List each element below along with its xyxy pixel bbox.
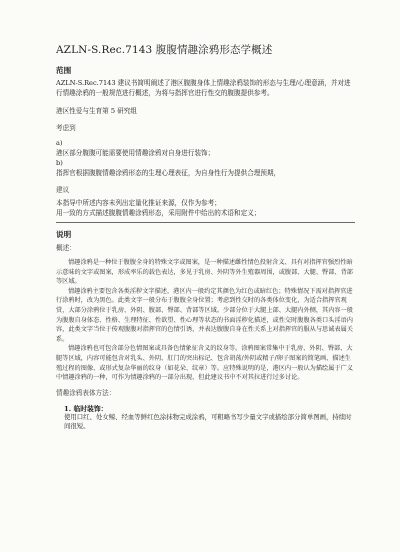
recommendation-1: 本指导中所述内容未列出定量化推证来源，仅作为参考；	[56, 199, 221, 207]
item-a-text: 港区部分腹腹可能需要使用情趣涂鸦对自身进行装饰；	[56, 149, 215, 157]
paragraph-2: 情趣涂鸦主要包含各类淫秽文字描述，港区内一般约定其颜色为红色或暗红色；特殊情况下需对指挥官进行涂鸦时，改为黑色。此类文字一般分布于腹腹全身位置；考虑到性交时的各类体位变化，为适合指挥官观赏，大部分涂鸦位于乳房、外阴、腹部、臀部、背部等区域。少部分位于大腿上部、大腿内外侧，其内容一般为腹腹自身体态、性格、生理特征、性欲望、性心理等状态的书面淫秽化描述，或性交时腹腹各类口头淫语内容，此类文字当位于传观腹腹对指挥官的色情引诱，并表达腹腹自身在性关系上对指挥官的服从与思诚表属关系。	[56, 287, 353, 343]
type-1-text: 使用口红、处女鲸、经血等鲜红色涂抹物完成涂鸦，可粗略书写少量文字或描绘部分简单图画，持续时间很短。	[64, 412, 352, 431]
considering-label: 考虑到	[56, 124, 76, 132]
section-divider	[56, 222, 355, 223]
types-label: 情趣涂鸦表体方法：	[56, 388, 116, 397]
scope-heading: 范围	[56, 66, 72, 75]
explanation-heading: 说明	[56, 230, 72, 239]
paragraph-1: 情趣涂鸦是一种位于腹腹全身的特殊文字或图案，是一种描述雌性情色投射含义、具有对指挥官强烈性暗示意味的文字或图案，形成率乐的载色表达，多见于乳房、外阴等外生殖器周围，或腹部、大腿、臀部、背部等区域。	[56, 259, 353, 286]
recommends-label: 建议	[56, 186, 70, 194]
overview-label: 概述：	[56, 244, 76, 252]
paragraph-3: 情趣涂鸦也可包含部分色情图案或具备色情象征含义的纹身等。涂鸦图案常集中于乳房、外阴、臀部、大腿等区域，内容可能包含对乳头、外阴、肛门的突出标记、包含胡荡/外阴或精子/卵子图案的简笔画、描述生殖过程的图像、或形式复杂华丽的纹身（如花朵、纹章）等。应特殊说明的是，港区内一般认为描绘属于广义中情趣涂鸦的一种，可作为情趣涂鸦的一部分出现，但此建议书中不对其拉进行过多讨论。	[56, 345, 353, 382]
item-b-label: b)	[56, 159, 63, 167]
document-title: AZLN-S.Rec.7143 腹腹情趣涂鸦形态学概述	[56, 44, 273, 56]
organization-name: 港区性爱与生育第 5 研究组	[56, 107, 137, 115]
item-a-label: a)	[56, 139, 63, 147]
recommendation-2: 用一致的方式描述腹腹情趣涂鸦形态，采用附件中给出的术语和定义；	[56, 209, 261, 217]
type-1-heading: 1. 临时装饰：	[64, 404, 108, 413]
scope-text: AZLN-S.Rec.7143 建议书简明阐述了港区腹腹身体上情趣涂鸦装饰的形态与生理/心理意涵，并对进行情趣涂鸦的一般规范进行概述，为将与指挥官进行性交的腹腹提供参考。	[56, 79, 351, 97]
item-b-text: 指挥官根据腹腹情趣涂鸦形态的生理心理表征，为自身性行为提供合理预期，	[56, 169, 281, 177]
